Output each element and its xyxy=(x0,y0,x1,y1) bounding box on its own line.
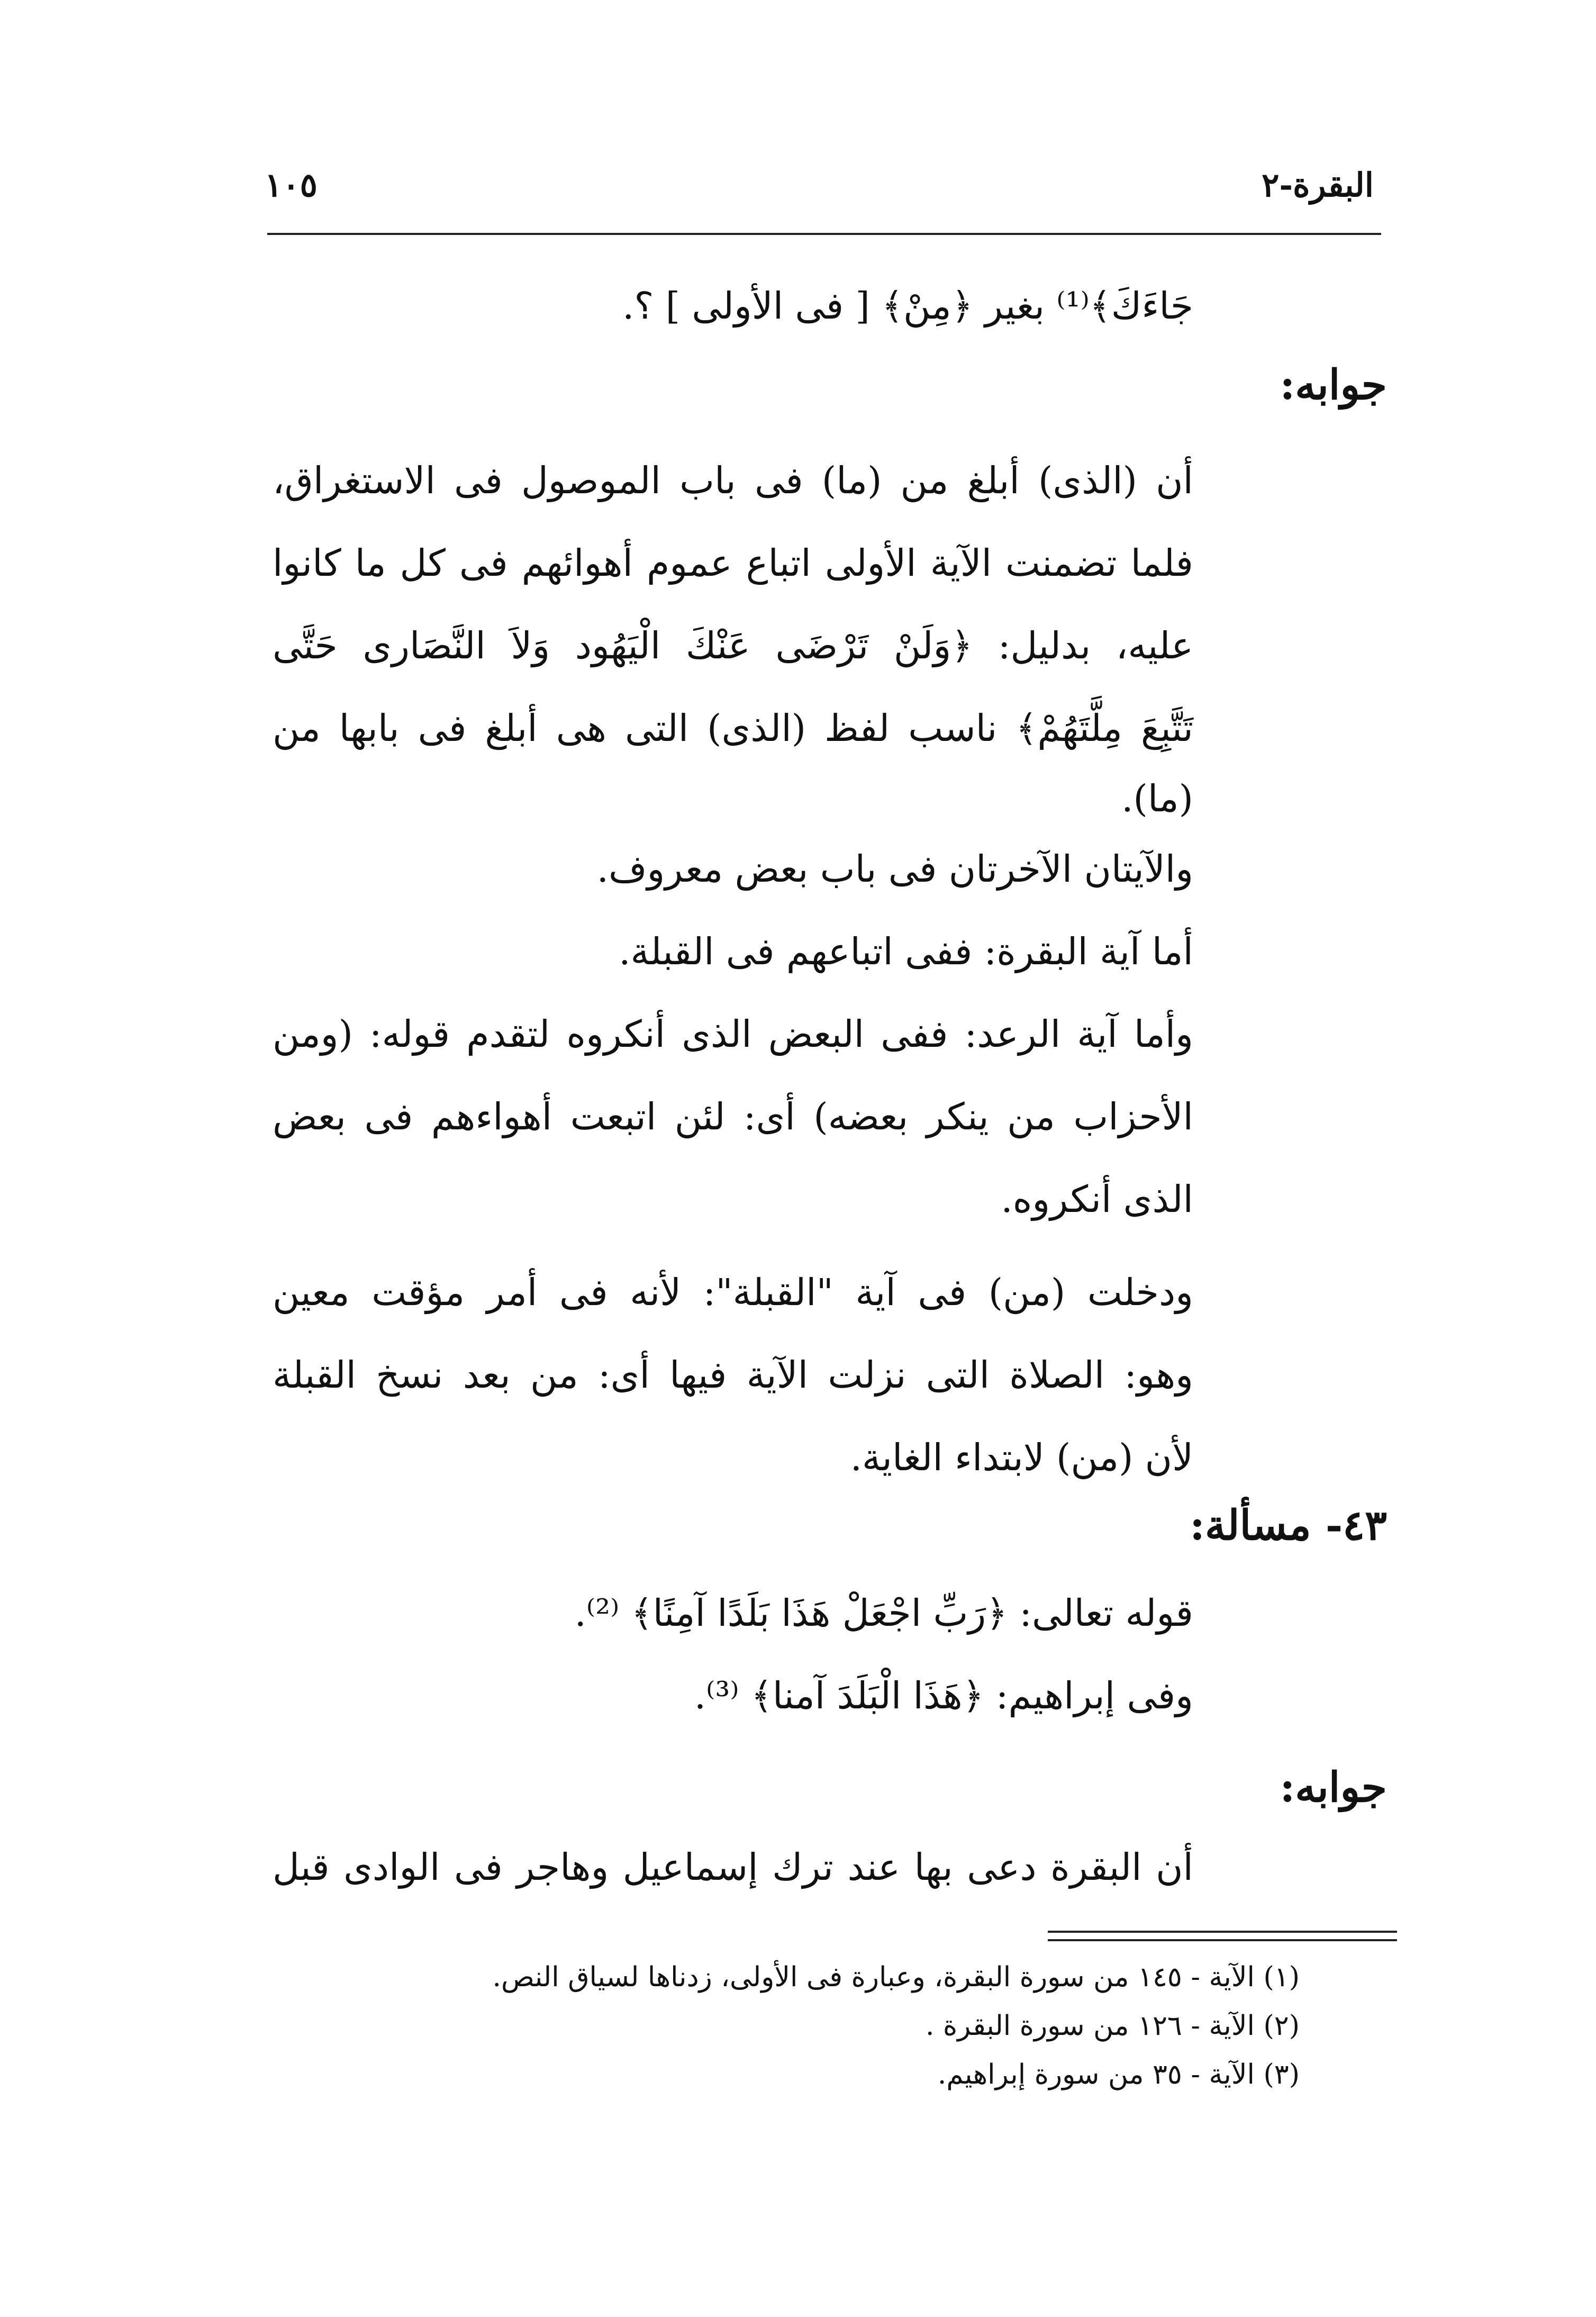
text-block-top xyxy=(273,265,1193,347)
text-line: وهو: الصلاة التى نزلت الآية فيها أى: من بعد نسخ القبلة xyxy=(273,1353,1193,1397)
text-line: الذى أنكروه. xyxy=(1001,1178,1193,1221)
text-line: تَتَّبِعَ مِلَّتَهُمْ﴾ ناسب لفظ (الذى) التى هى أبلغ فى بابها من xyxy=(273,707,1193,750)
text-line: الأحزاب من ينكر بعضه) أى: لئن اتبعت أهواءهم فى بعض xyxy=(273,1095,1193,1138)
running-title: البقرة-٢ xyxy=(1262,166,1374,204)
text-line: أن البقرة دعى بها عند ترك إسماعيل وهاجر فى الوادى قبل xyxy=(273,1845,1193,1889)
text-line: لأن (من) لابتداء الغاية. xyxy=(850,1436,1193,1479)
question-43-body xyxy=(273,1572,1193,1737)
answer-heading-1: جوابه: xyxy=(1280,361,1387,409)
text-line: والآيتان الآخرتان فى باب بعض معروف. xyxy=(596,847,1193,891)
text-line: فلما تضمنت الآية الأولى اتباع عموم أهوائهم فى كل ما كانوا xyxy=(273,541,1193,585)
footnote-1: (١) الآية - ١٤٥ من سورة البقرة، وعبارة فى الأولى، زدناها لسياق النص. xyxy=(492,1961,1300,1993)
footnote-rule xyxy=(1048,1931,1397,1933)
answer-1-body xyxy=(273,439,1193,1499)
text-line: وأما آية الرعد: ففى البعض الذى أنكروه لتقدم قوله: (ومن xyxy=(273,1012,1193,1056)
text-line: (ما). xyxy=(1121,777,1193,820)
footnote-2: (٢) الآية - ١٢٦ من سورة البقرة . xyxy=(925,2010,1300,2042)
footnote-rule xyxy=(1048,1939,1397,1941)
text-line: وفى إبراهيم: ﴿هَذَا الْبَلَدَ آمنا﴾ ⁽³⁾. xyxy=(694,1674,1193,1717)
answer-2-body xyxy=(273,1826,1193,1908)
header-rule xyxy=(267,233,1381,235)
text-line: قوله تعالى: ﴿رَبِّ اجْعَلْ هَذَا بَلَدًا آمِنًا﴾ ⁽²⁾. xyxy=(574,1591,1193,1635)
footnotes xyxy=(241,1953,1300,2099)
text-line: أن (الذى) أبلغ من (ما) فى باب الموصول فى الاستغراق، xyxy=(273,459,1193,502)
footnote-3: (٣) الآية - ٣٥ من سورة إبراهيم. xyxy=(937,2059,1300,2090)
page-number: ١٠٥ xyxy=(265,166,318,204)
text-line: ودخلت (من) فى آية "القبلة": لأنه فى أمر مؤقت معين xyxy=(273,1271,1193,1314)
text-line: عليه، بدليل: ﴿وَلَنْ تَرْضَى عَنْكَ الْيَهُود وَلاَ النَّصَارى حَتَّى xyxy=(273,624,1193,667)
question-heading-43: ٤٣- مسألة: xyxy=(1190,1501,1387,1550)
answer-heading-2: جوابه: xyxy=(1280,1763,1387,1812)
continuation-line: جَاءَكَ﴾⁽¹⁾ بغير ﴿مِنْ﴾ [ فى الأولى ] ؟. xyxy=(622,284,1193,328)
text-line: أما آية البقرة: ففى اتباعهم فى القبلة. xyxy=(619,930,1193,973)
